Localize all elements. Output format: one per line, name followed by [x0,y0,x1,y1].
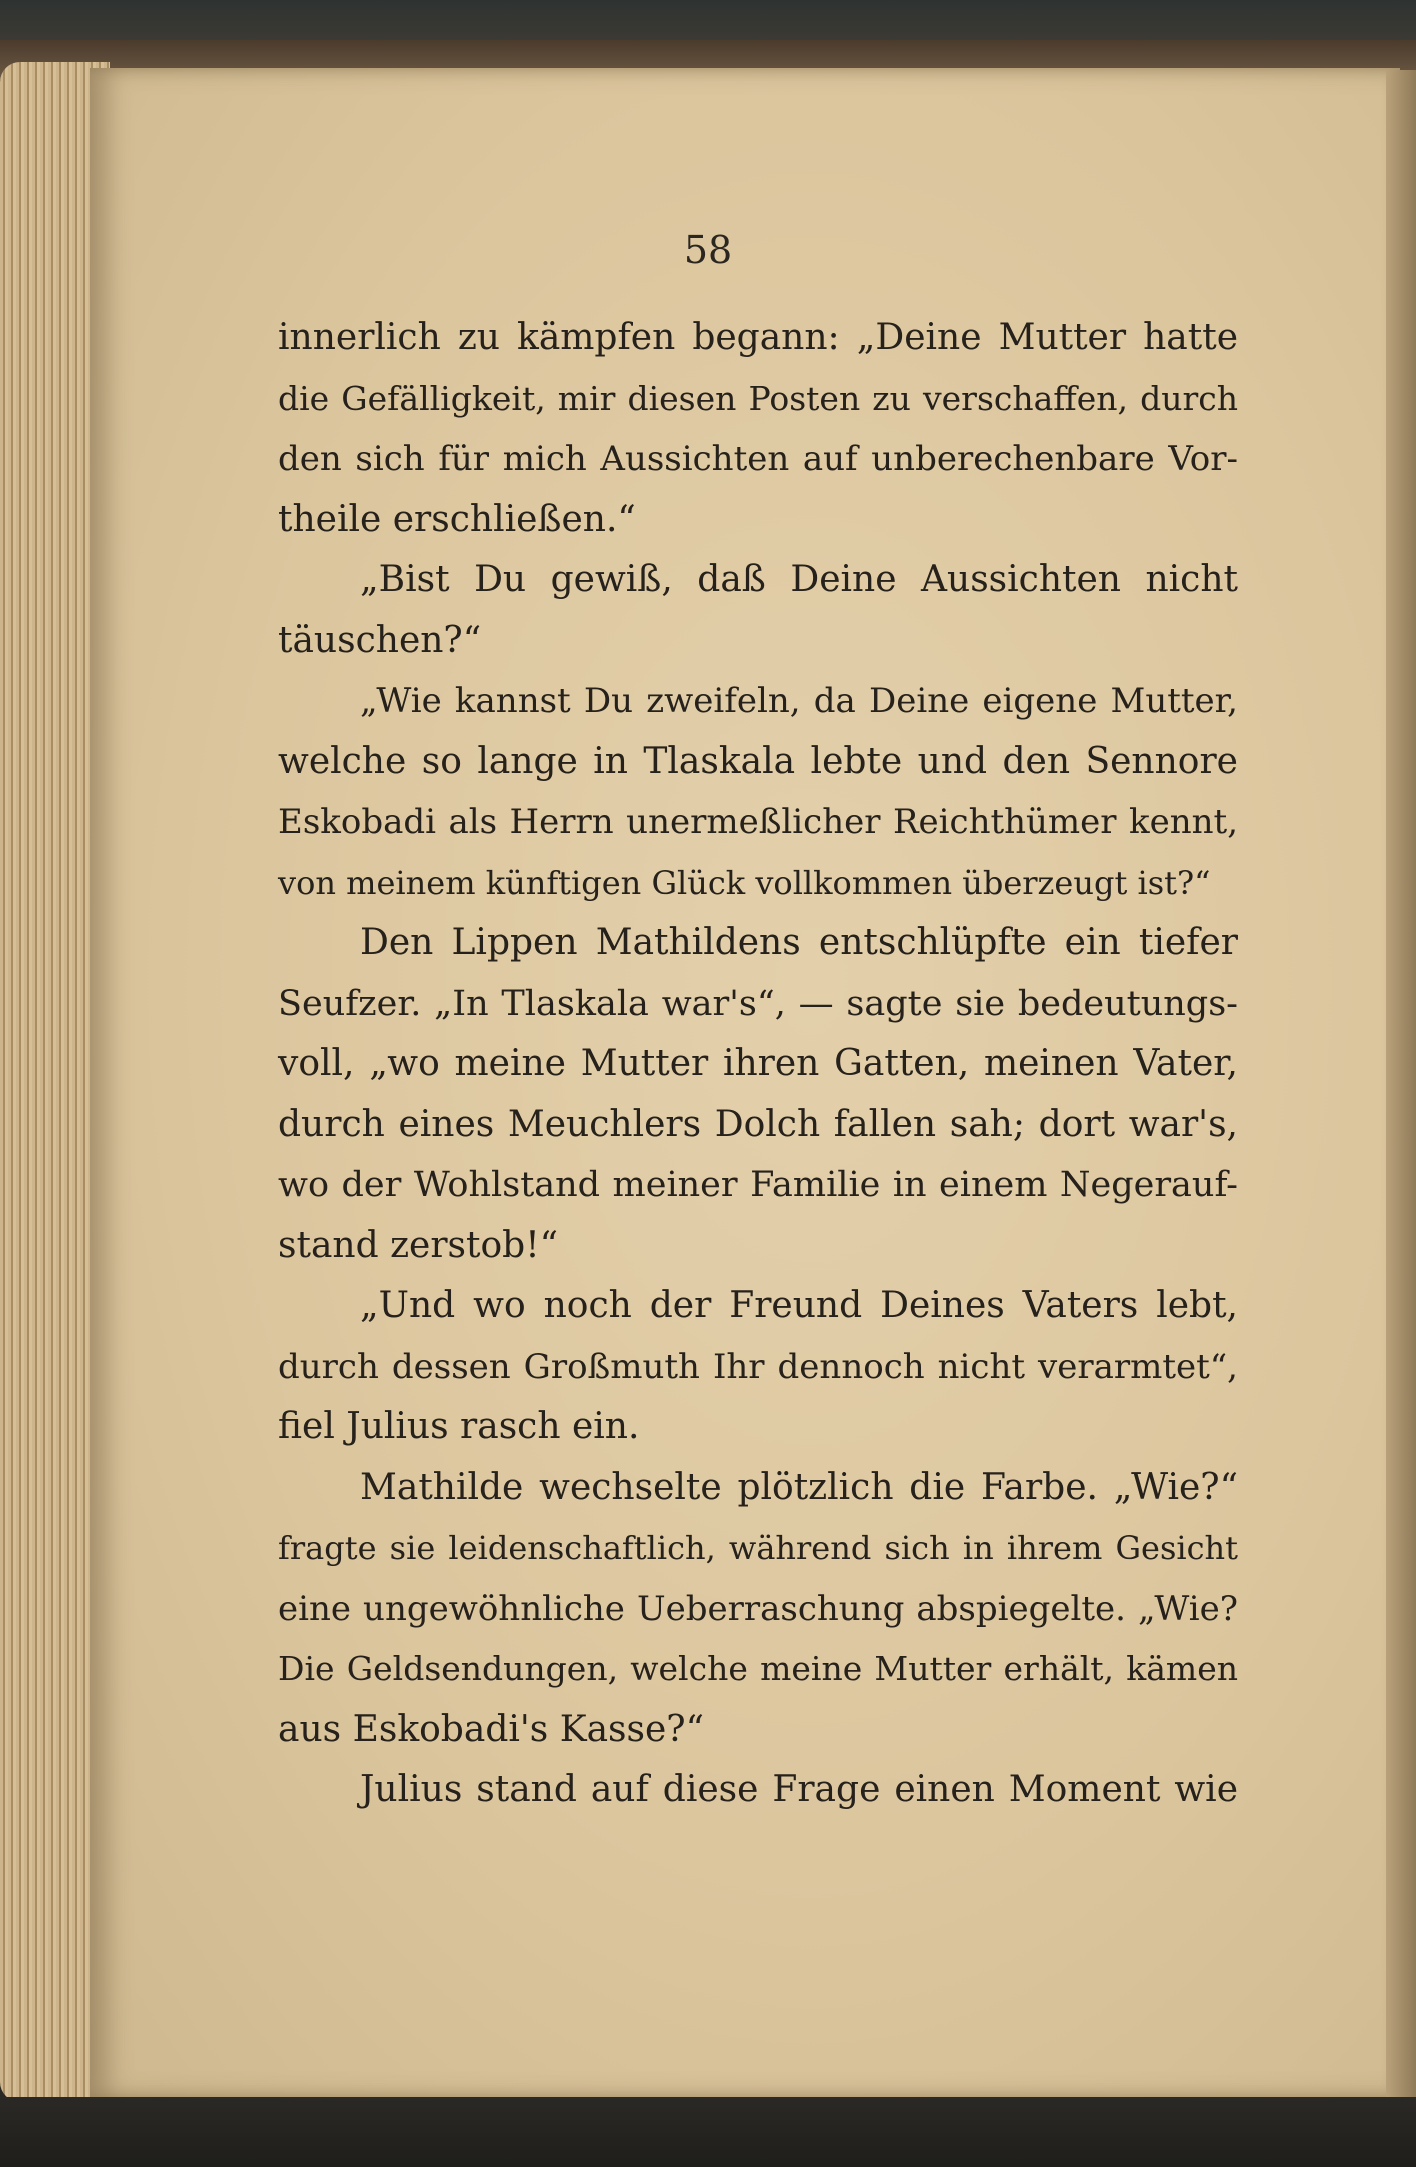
text-line: „Wie kannst Du zweifeln, da Deine eigene Mutter, [360,681,1238,721]
text-line: voll, „wo meine Mutter ihren Gatten, meinen Vater, [278,1043,1238,1084]
text-line: den sich für mich Aussichten auf unberechenbare Vor- [278,439,1238,479]
body-text [278,308,1238,1821]
text-line: Den Lippen Mathildens entschlüpfte ein tiefer [360,922,1238,963]
text-line: fragte sie leidenschaftlich, während sich in ihrem Gesicht [278,1529,1238,1567]
text-line: die Gefälligkeit, mir diesen Posten zu verschaffen, durch [278,378,1238,418]
text-line: welche so lange in Tlaskala lebte und den Sennore [278,740,1238,782]
page-right-edge [1386,70,1416,2110]
page-number: 58 [683,228,733,272]
text-line: täuschen?“ [278,619,482,661]
text-line: Julius stand auf diese Frage einen Moment wie [360,1769,1238,1810]
text-line: wo der Wohlstand meiner Familie in einem Negerauf- [278,1165,1238,1205]
text-line: durch eines Meuchlers Dolch fallen sah; dort war's, [278,1103,1238,1145]
text-line: „Und wo noch der Freund Deines Vaters lebt, [360,1285,1238,1326]
text-line: theile erschließen.“ [278,498,636,540]
text-line: stand zerstob!“ [278,1224,559,1266]
text-line: fiel Julius rasch ein. [278,1406,640,1447]
book-cover-bottom [0,2097,1416,2167]
text-line: innerlich zu kämpfen begann: „Deine Mutter hatte [278,317,1238,358]
text-line: „Bist Du gewiß, daß Deine Aussichten nicht [360,559,1238,600]
text-line: von meinem künftigen Glück vollkommen überzeugt ist?“ [278,863,1211,902]
text-line: durch dessen Großmuth Ihr dennoch nicht verarmtet“, [278,1346,1238,1387]
text-line: Seufzer. „In Tlaskala war's“, — sagte sie bedeutungs- [278,983,1238,1024]
text-line: Eskobadi als Herrn unermeßlicher Reichthümer kennt, [278,802,1238,842]
text-line: eine ungewöhnliche Ueberraschung abspiegelte. „Wie? [278,1588,1238,1629]
text-line: Mathilde wechselte plötzlich die Farbe. „Wie?“ [360,1466,1238,1508]
text-line: Die Geldsendungen, welche meine Mutter erhält, kämen [278,1649,1238,1688]
text-line: aus Eskobadi's Kasse?“ [278,1708,705,1750]
